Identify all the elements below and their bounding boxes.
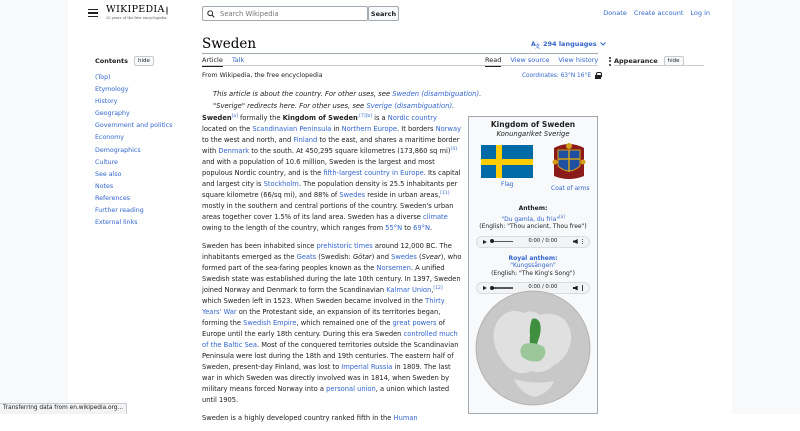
- inline-link[interactable]: prehistoric times: [316, 242, 373, 250]
- inline-link[interactable]: 55°N: [385, 224, 403, 232]
- right-gutter: [732, 0, 800, 414]
- text-run: which Sweden left in 1523. When Sweden became involved in the: [202, 297, 426, 305]
- coordinates-link[interactable]: Coordinates: 63°N 16°E: [522, 72, 591, 79]
- toc-hide-button[interactable]: hide: [134, 56, 154, 66]
- left-gutter: [0, 0, 68, 414]
- globe-icon: [166, 6, 168, 15]
- inline-link[interactable]: Geats: [296, 253, 317, 261]
- citation-ref[interactable]: [4]: [450, 146, 457, 152]
- inline-link[interactable]: climate: [423, 213, 448, 221]
- inline-link[interactable]: Kalmar Union: [386, 286, 432, 294]
- toc-item-history[interactable]: History: [95, 98, 118, 106]
- toc-item-demographics[interactable]: Demographics: [95, 146, 141, 154]
- infobox-images: [469, 145, 597, 193]
- browser-status-bar: Transferring data from en.wikipedia.org...: [0, 403, 127, 414]
- country-infobox: [468, 116, 598, 414]
- inline-link[interactable]: Norsemen: [376, 264, 411, 272]
- text-run: Sweden is a highly developed country ranked fifth in the: [202, 414, 394, 422]
- text-run: . Most of the conquered territories outside the Scandinavian Peninsula were lost during the 18th and 19th centuries. The eastern half of Sweden, present-day Finland, was lost to: [202, 341, 459, 371]
- coa-caption[interactable]: Coat of arms: [551, 185, 590, 192]
- italic-text: Svear: [421, 253, 441, 261]
- flag-caption[interactable]: Flag: [501, 181, 514, 188]
- text-run: reside in urban areas,: [365, 191, 441, 199]
- royal-anthem-link[interactable]: "Kungssången": [510, 262, 556, 269]
- create-account-link[interactable]: Create account: [633, 9, 684, 17]
- text-run: . A unified Swedish state was established during the late 10th century. In 1397, Sweden joined Norway and Denmark to form the Scandinavian: [202, 264, 461, 294]
- tab-view-source[interactable]: View source: [510, 56, 550, 64]
- text-run: ), who formed part of the sea-faring peoples known as the: [202, 253, 462, 272]
- search-button[interactable]: Search: [368, 6, 399, 21]
- text-run: to the south. At 450,295 square kilometres (173,860 sq mi): [249, 147, 451, 155]
- volume-icon[interactable]: [573, 239, 578, 244]
- text-run: is a: [371, 114, 388, 122]
- text-run: mostly in the southern and central portions of the country. Sweden's urban areas together cover 1.5% of its land area. Sweden has a diverse: [202, 202, 454, 221]
- bold-text: Sweden: [202, 114, 232, 122]
- royal-anthem-label[interactable]: Royal anthem:: [508, 254, 558, 262]
- svg-text:A: A: [531, 41, 536, 48]
- citation-ref[interactable]: ,[7][b]: [357, 113, 372, 119]
- citation-ref[interactable]: [11]: [440, 190, 450, 196]
- hatnote: [213, 89, 481, 112]
- wordmark: WIKIPEDIA: [106, 4, 165, 15]
- more-tools-icon[interactable]: [607, 56, 613, 66]
- toc-title: Contents: [95, 57, 128, 65]
- text-run: .: [429, 224, 433, 232]
- text-run: .: [452, 101, 455, 110]
- lead-paragraph-2: [202, 241, 462, 406]
- anthem-section: [469, 205, 597, 248]
- search-icon: [207, 10, 215, 18]
- hatnote-line-2: [213, 101, 481, 113]
- text-run: in: [331, 125, 342, 133]
- translate-icon: [531, 40, 540, 48]
- tabs-divider: [202, 65, 598, 66]
- page-title: Sweden: [202, 36, 257, 52]
- text-run: owing to the length of the country, which ranges from: [202, 224, 386, 232]
- text-run: , a union which lasted until 1905.: [202, 385, 450, 404]
- citation-ref[interactable]: [12]: [433, 285, 443, 291]
- inline-link[interactable]: Thirty Years' War: [202, 297, 445, 316]
- tab-article[interactable]: Article: [202, 56, 223, 67]
- svg-text:文: 文: [535, 44, 541, 50]
- text-run: and with a population of 10.6 million, Sweden is the largest and most populous Nordic country, and is the: [202, 158, 435, 177]
- text-run: Sweden has been inhabited since: [202, 242, 317, 250]
- infobox-subtitle: Konungariket Sverige: [496, 130, 570, 138]
- toc-item-economy[interactable]: Economy: [95, 134, 124, 142]
- anthem-translation: (English: "Thou ancient, Thou free"): [479, 223, 587, 230]
- inline-link[interactable]: Finland: [293, 136, 318, 144]
- tab-view-history[interactable]: View history: [558, 56, 599, 64]
- tagline: 25 years of the free encyclopedia: [106, 16, 167, 20]
- inline-link[interactable]: 69°N: [413, 224, 430, 232]
- audio-seek-bar[interactable]: [491, 241, 513, 243]
- inline-link[interactable]: Nordic country: [387, 114, 438, 122]
- text-run: This article is about the country. For other uses, see: [213, 90, 393, 98]
- text-run: around 12,000 BC. The inhabitants emerged as the: [202, 242, 452, 261]
- inline-link[interactable]: Scandinavian Peninsula: [252, 125, 332, 133]
- coordinates: [522, 72, 601, 79]
- text-run: . Its capital and largest city is: [202, 169, 461, 188]
- coat-of-arms-image[interactable]: [551, 142, 587, 180]
- play-icon[interactable]: [483, 240, 487, 244]
- text-run: on the Protestant side, an expansion of its territories began, forming the: [202, 308, 441, 327]
- toc-item-top[interactable]: (Top): [95, 74, 111, 81]
- inline-link[interactable]: Denmark: [218, 147, 250, 155]
- anthem-label: Anthem:: [518, 205, 548, 212]
- appearance-title: Appearance: [614, 57, 658, 65]
- toc-item-etymology[interactable]: Etymology: [95, 86, 129, 94]
- inline-link[interactable]: Norway: [435, 125, 462, 133]
- text-run: located on the: [202, 125, 253, 133]
- text-run: (Swedish:: [316, 253, 353, 261]
- toc-item-notes[interactable]: Notes: [95, 182, 114, 190]
- anthem-link[interactable]: "Du gamla, du fria": [501, 215, 560, 223]
- text-run: to the west and north, and: [202, 136, 294, 144]
- language-count: 294 languages: [543, 40, 597, 48]
- appearance-hide-button[interactable]: hide: [664, 56, 684, 66]
- toc-item-references[interactable]: References: [95, 194, 130, 202]
- royal-anthem-translation: (English: "The King's Song"): [491, 269, 575, 277]
- inline-link[interactable]: Stockholm: [263, 180, 299, 188]
- inline-link[interactable]: fifth-largest country in Europe: [323, 169, 424, 177]
- toc-item-culture[interactable]: Culture: [95, 158, 118, 166]
- italic-text: Götar: [352, 253, 372, 261]
- anthem-audio-player: [476, 236, 590, 248]
- tab-read[interactable]: Read: [485, 56, 501, 67]
- text-run: "Sverige" redirects here. For other uses, see: [213, 101, 367, 110]
- user-links: [603, 9, 710, 17]
- inline-link[interactable]: Human: [393, 414, 418, 422]
- disambiguation-link[interactable]: Sverige (disambiguation): [366, 101, 453, 110]
- main-menu-icon[interactable]: [88, 7, 98, 17]
- text-run: , which remained one of the: [296, 319, 393, 327]
- inline-link[interactable]: Swedish Empire: [243, 319, 297, 327]
- article-body: [202, 113, 462, 431]
- inline-link[interactable]: Swedes: [339, 191, 366, 199]
- text-run: formally the: [237, 114, 283, 122]
- inline-link[interactable]: controlled much of the Baltic Sea: [202, 330, 458, 349]
- lock-icon[interactable]: [595, 72, 601, 79]
- search-box[interactable]: [202, 6, 368, 21]
- text-run: .: [479, 90, 482, 98]
- search-input[interactable]: [220, 10, 360, 18]
- toc-item-external-links[interactable]: External links: [95, 219, 138, 227]
- lead-paragraph-3: [202, 413, 462, 424]
- lead-paragraph-1: [202, 113, 462, 234]
- text-run: ) and: [371, 253, 392, 261]
- bold-text: Kingdom of Sweden: [282, 114, 358, 122]
- toc-item-further-reading[interactable]: Further reading: [95, 207, 144, 215]
- infobox-title: Kingdom of Sweden: [490, 120, 576, 129]
- tab-talk[interactable]: Talk: [231, 56, 245, 64]
- toc-item-geography[interactable]: Geography: [95, 110, 130, 118]
- chevron-down-icon: [600, 42, 606, 46]
- hatnote-line-1: [213, 89, 481, 101]
- from-wikipedia-note: From Wikipedia, the free encyclopedia: [202, 72, 323, 79]
- anthem-ref[interactable]: [a]: [559, 213, 565, 219]
- audio-time: 0:00 / 0:00: [528, 284, 558, 291]
- wikipedia-logo[interactable]: [106, 5, 168, 23]
- appearance-divider: [614, 65, 704, 66]
- audio-time: 0:00 / 0:00: [528, 237, 558, 244]
- audio-menu-icon[interactable]: [582, 239, 583, 244]
- inline-link[interactable]: great powers: [392, 319, 437, 327]
- language-button[interactable]: [531, 40, 606, 48]
- text-run: . It borders: [397, 125, 436, 133]
- text-run: . The population density is 25.5 inhabitants per square kilometre (66/sq mi), and 88% of: [202, 180, 458, 199]
- text-run: in 1809. The last war in which Sweden was directly involved was in 1814, when Sweden by military means forced Norway into a: [202, 363, 451, 393]
- text-run: (: [416, 253, 422, 261]
- text-run: to the east, and shares a maritime border with: [202, 136, 460, 155]
- inline-link[interactable]: Swedes: [391, 253, 417, 261]
- toc-item-government[interactable]: Government and politics: [95, 122, 173, 130]
- text-run: of Europe until the early 18th century. During this era Sweden: [202, 319, 446, 338]
- inline-link[interactable]: Northern Europe: [341, 125, 397, 133]
- table-of-contents: [95, 56, 185, 229]
- title-divider: [202, 53, 598, 54]
- citation-ref[interactable]: [a]: [231, 113, 238, 119]
- location-map-image[interactable]: [474, 289, 592, 407]
- disambiguation-link[interactable]: Sweden (disambiguation): [392, 90, 480, 98]
- text-run: to: [402, 224, 414, 232]
- text-run: ,: [431, 286, 434, 294]
- log-in-link[interactable]: Log in: [690, 9, 710, 17]
- donate-link[interactable]: Donate: [603, 9, 627, 17]
- toc-item-see-also[interactable]: See also: [95, 170, 122, 178]
- inline-link[interactable]: Imperial Russia: [341, 363, 393, 371]
- inline-link[interactable]: personal union: [326, 385, 376, 393]
- flag-image[interactable]: [481, 145, 533, 178]
